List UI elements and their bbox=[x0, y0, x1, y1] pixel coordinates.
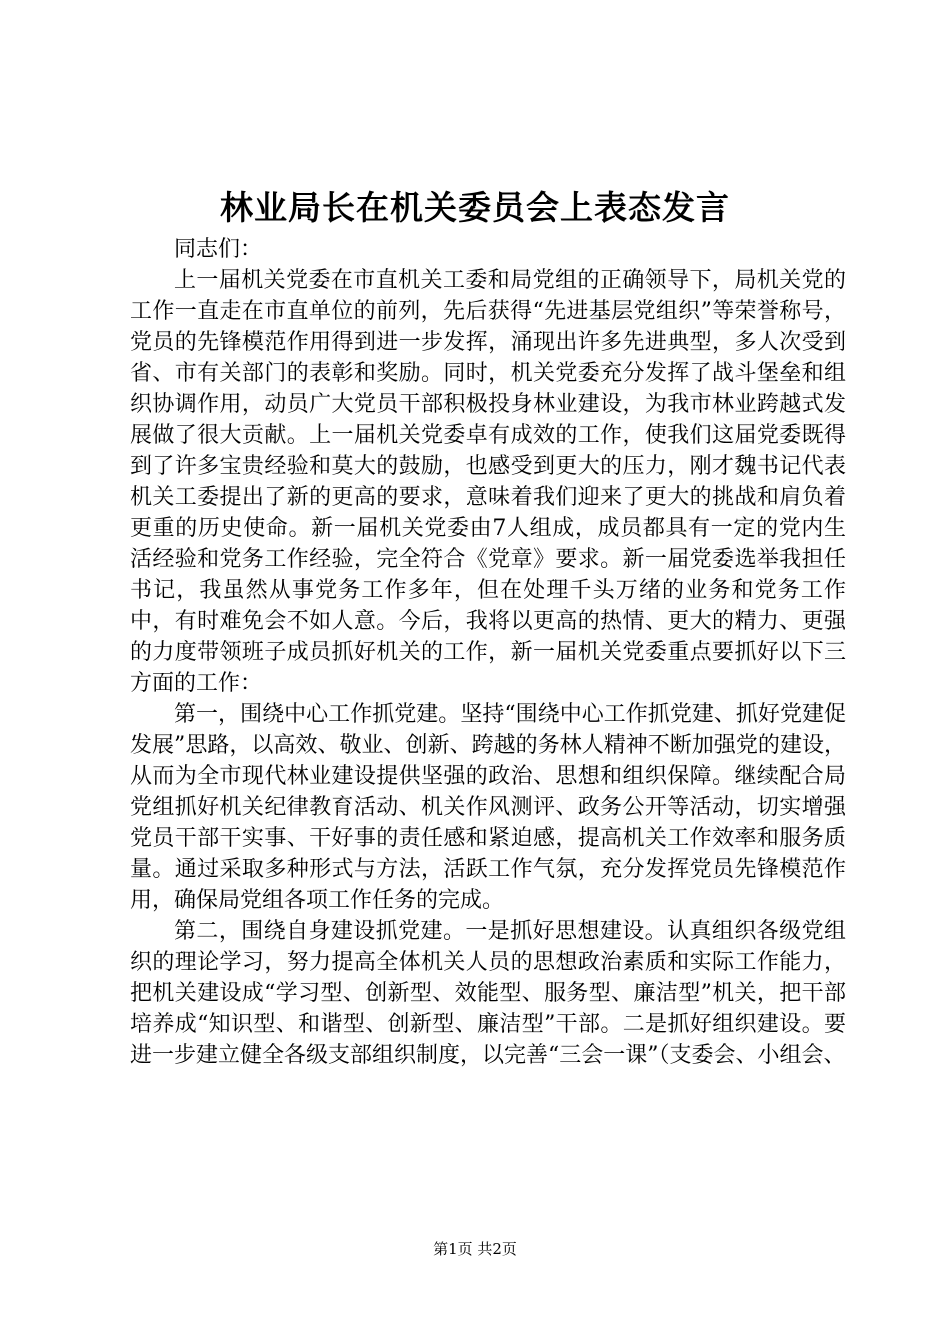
paragraph-1: 上一届机关党委在市直机关工委和局党组的正确领导下，局机关党的工作一直走在市直单位的前列，先后获得“先进基层党组织”等荣誉称号，党员的先锋模范作用得到进一步发挥，涌现出许多先进典型，多人次受到省、市有关部门的表彰和奖励。同时，机关党委充分发挥了战斗堡垒和组织协调作用，动员广大党员干部积极投身林业建设，为我市林业跨越式发展做了很大贡献。上一届机关党委卓有成效的工作，使我们这届党委既得到了许多宝贵经验和莫大的鼓励，也感受到更大的压力，刚才魏书记代表机关工委提出了新的更高的要求，意味着我们迎来了更大的挑战和肩负着更重的历史使命。新一届机关党委由7人组成，成员都具有一定的党内生活经验和党务工作经验，完全符合《党章》要求。新一届党委选举我担任书记，我虽然从事党务工作多年，但在处理千头万绪的业务和党务工作中，有时难免会不如人意。今后，我将以更高的热情、更大的精力、更强的力度带领班子成员抓好机关的工作，新一届机关党委重点要抓好以下三方面的工作： bbox=[130, 268, 846, 696]
paragraph-3: 第二，围绕自身建设抓党建。一是抓好思想建设。认真组织各级党组织的理论学习，努力提高全体机关人员的思想政治素质和实际工作能力，把机关建设成“学习型、创新型、效能型、服务型、廉洁型”机关，把干部培养成“知识型、和谐型、创新型、廉洁型”干部。二是抓好组织建设。要进一步建立健全各级支部组织制度，以完善“三会一课”（支委会、小组会、 bbox=[130, 919, 846, 1068]
salutation: 同志们： bbox=[174, 237, 263, 262]
paragraph-2: 第一，围绕中心工作抓党建。坚持“围绕中心工作抓党建、抓好党建促发展”思路，以高效、敬业、创新、跨越的务林人精神不断加强党的建设，从而为全市现代林业建设提供坚强的政治、思想和组织保障。继续配合局党组抓好机关纪律教育活动、机关作风测评、政务公开等活动，切实增强党员干部干实事、干好事的责任感和紧迫感，提高机关工作效率和服务质量。通过采取多种形式与方法，活跃工作气氛，充分发挥党员先锋模范作用，确保局党组各项工作任务的完成。 bbox=[130, 702, 846, 913]
page-indicator: 第1页 共2页 bbox=[433, 1240, 517, 1258]
document-body bbox=[130, 234, 846, 1071]
document-title: 林业局长在机关委员会上表态发言 bbox=[220, 188, 730, 227]
